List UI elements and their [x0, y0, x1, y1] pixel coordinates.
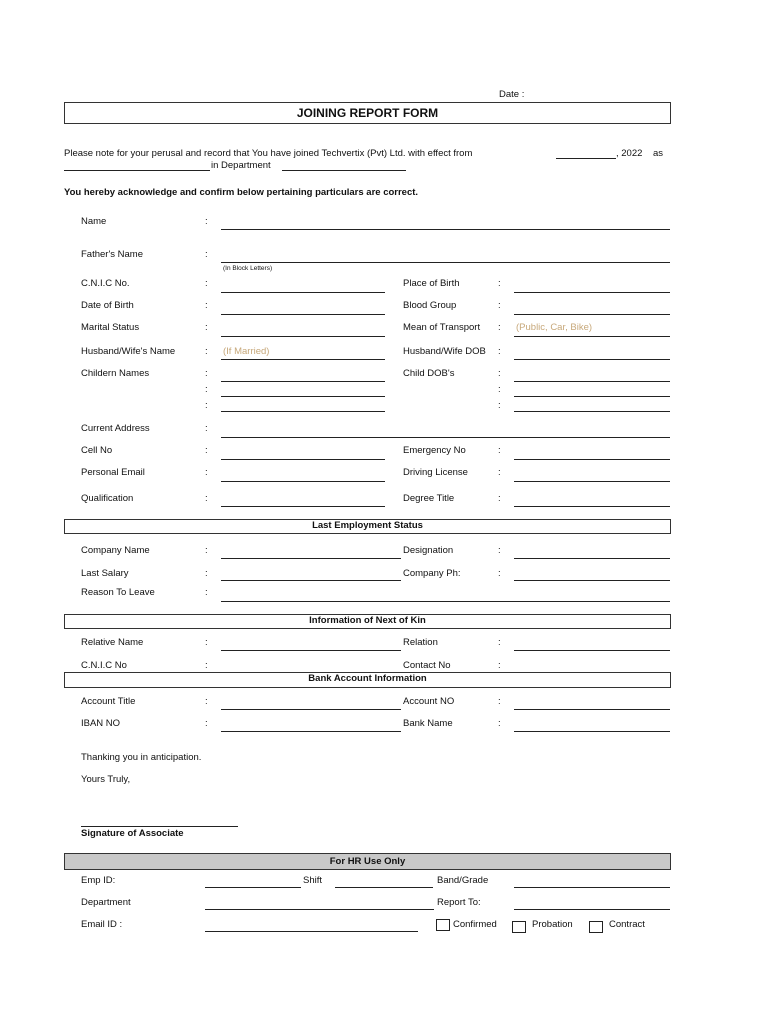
bank-name-field[interactable] [514, 731, 670, 732]
marital-status-field[interactable] [221, 336, 385, 337]
name-label: Name [81, 216, 107, 227]
date-label: Date : [499, 89, 525, 100]
colon: : [498, 322, 501, 333]
kin-header: Information of Next of Kin [64, 614, 671, 629]
designation-label: Designation [403, 545, 454, 556]
license-label: Driving License [403, 467, 468, 478]
salary-label: Last Salary [81, 568, 129, 579]
hr-header: For HR Use Only [64, 853, 671, 870]
colon: : [498, 637, 501, 648]
designation-field[interactable] [64, 170, 210, 171]
transport-field[interactable] [514, 336, 670, 337]
address-label: Current Address [81, 423, 150, 434]
blood-group-field[interactable] [514, 314, 670, 315]
intro-as: as [653, 148, 664, 159]
colon: : [498, 493, 501, 504]
band-field[interactable] [514, 887, 670, 888]
cell-label: Cell No [81, 445, 113, 456]
colon: : [205, 696, 208, 707]
employment-header: Last Employment Status [64, 519, 671, 534]
colon: : [498, 660, 501, 671]
form-title: JOINING REPORT FORM [64, 102, 671, 124]
relative-field[interactable] [221, 650, 401, 651]
spouse-name-field[interactable] [221, 359, 385, 360]
spouse-dob-field[interactable] [514, 359, 670, 360]
company-field[interactable] [221, 558, 401, 559]
colon: : [205, 660, 208, 671]
block-letters-note: (In Block Letters) [223, 265, 273, 272]
colon: : [205, 368, 208, 379]
band-label: Band/Grade [437, 875, 489, 886]
child-dob-field-2[interactable] [514, 396, 670, 397]
colon: : [498, 545, 501, 556]
company-ph-field[interactable] [514, 580, 670, 581]
colon: : [498, 346, 501, 357]
father-name-field[interactable] [221, 262, 670, 263]
probation-label: Probation [532, 919, 573, 930]
contact-label: Contact No [403, 660, 451, 671]
last-designation-field[interactable] [514, 558, 670, 559]
thanks-text: Thanking you in anticipation. [81, 752, 202, 763]
account-no-field[interactable] [514, 709, 670, 710]
colon: : [205, 718, 208, 729]
marital-status-label: Marital Status [81, 322, 140, 333]
colon: : [498, 696, 501, 707]
intro-year: , 2022 [616, 148, 643, 159]
intro-line2: in Department [211, 160, 271, 171]
hr-department-field[interactable] [205, 909, 434, 910]
child-dob-field-3[interactable] [514, 411, 670, 412]
bank-name-label: Bank Name [403, 718, 453, 729]
colon: : [205, 467, 208, 478]
reason-label: Reason To Leave [81, 587, 155, 598]
iban-field[interactable] [221, 731, 401, 732]
colon: : [205, 445, 208, 456]
acknowledge-text: You hereby acknowledge and confirm below pertaining particulars are correct. [64, 187, 419, 198]
signature-field[interactable] [81, 826, 238, 827]
colon: : [205, 545, 208, 556]
colon: : [205, 278, 208, 289]
colon: : [498, 568, 501, 579]
company-label: Company Name [81, 545, 150, 556]
blood-group-label: Blood Group [403, 300, 457, 311]
emp-id-label: Emp ID: [81, 875, 116, 886]
child-dob-field-1[interactable] [514, 381, 670, 382]
colon: : [205, 322, 208, 333]
colon: : [498, 400, 501, 411]
dob-field[interactable] [221, 314, 385, 315]
colon: : [205, 423, 208, 434]
email-id-label: Email ID : [81, 919, 123, 930]
contract-label: Contract [609, 919, 645, 930]
cell-field[interactable] [221, 459, 385, 460]
kin-cnic-label: C.N.I.C No [81, 660, 127, 671]
reason-field[interactable] [221, 601, 670, 602]
degree-field[interactable] [514, 506, 670, 507]
cnic-label: C.N.I.C No. [81, 278, 130, 289]
probation-checkbox[interactable] [512, 921, 526, 933]
department-field[interactable] [282, 170, 406, 171]
transport-label: Mean of Transport [403, 322, 481, 333]
colon: : [498, 467, 501, 478]
emp-id-field[interactable] [205, 887, 301, 888]
report-to-field[interactable] [514, 909, 670, 910]
signature-label: Signature of Associate [81, 828, 184, 839]
child-name-field-1[interactable] [221, 381, 385, 382]
colon: : [205, 568, 208, 579]
emergency-field[interactable] [514, 459, 670, 460]
contract-checkbox[interactable] [589, 921, 603, 933]
email-field[interactable] [221, 481, 385, 482]
email-id-field[interactable] [205, 931, 418, 932]
effective-date-field[interactable] [556, 158, 616, 159]
colon: : [205, 587, 208, 598]
colon: : [205, 384, 208, 395]
degree-label: Degree Title [403, 493, 455, 504]
spouse-hint: (If Married) [223, 346, 270, 357]
colon: : [498, 445, 501, 456]
colon: : [205, 249, 208, 260]
place-of-birth-field[interactable] [514, 292, 670, 293]
dob-label: Date of Birth [81, 300, 134, 311]
shift-field[interactable] [335, 887, 433, 888]
children-label: Childern Names [81, 368, 150, 379]
place-of-birth-label: Place of Birth [403, 278, 460, 289]
company-ph-label: Company Ph: [403, 568, 461, 579]
transport-hint: (Public, Car, Bike) [516, 322, 593, 333]
account-no-label: Account NO [403, 696, 455, 707]
email-label: Personal Email [81, 467, 145, 478]
colon: : [205, 346, 208, 357]
salary-field[interactable] [221, 580, 401, 581]
relation-field[interactable] [514, 650, 670, 651]
colon: : [205, 400, 208, 411]
colon: : [205, 493, 208, 504]
confirmed-checkbox[interactable] [436, 919, 450, 931]
colon: : [205, 216, 208, 227]
colon: : [205, 637, 208, 648]
confirmed-label: Confirmed [453, 919, 497, 930]
colon: : [498, 300, 501, 311]
relative-label: Relative Name [81, 637, 144, 648]
shift-label: Shift [303, 875, 323, 886]
colon: : [498, 718, 501, 729]
relation-label: Relation [403, 637, 438, 648]
emergency-label: Emergency No [403, 445, 466, 456]
address-field[interactable] [221, 437, 670, 438]
colon: : [498, 278, 501, 289]
account-title-field[interactable] [221, 709, 401, 710]
hr-department-label: Department [81, 897, 131, 908]
bank-header: Bank Account Information [64, 672, 671, 688]
account-title-label: Account Title [81, 696, 136, 707]
iban-label: IBAN NO [81, 718, 121, 729]
report-to-label: Report To: [437, 897, 481, 908]
child-dob-label: Child DOB's [403, 368, 455, 379]
colon: : [498, 384, 501, 395]
cnic-field[interactable] [221, 292, 385, 293]
spouse-name-label: Husband/Wife's Name [81, 346, 176, 357]
father-name-label: Father's Name [81, 249, 144, 260]
colon: : [205, 300, 208, 311]
child-name-field-2[interactable] [221, 396, 385, 397]
name-field[interactable] [221, 229, 670, 230]
qualification-field[interactable] [221, 506, 385, 507]
colon: : [498, 368, 501, 379]
license-field[interactable] [514, 481, 670, 482]
child-name-field-3[interactable] [221, 411, 385, 412]
spouse-dob-label: Husband/Wife DOB [403, 346, 486, 357]
yours-text: Yours Truly, [81, 774, 131, 785]
qualification-label: Qualification [81, 493, 134, 504]
intro-line1-prefix: Please note for your perusal and record that You have joined Techvertix (Pvt) Ltd. with effect from [64, 148, 473, 159]
